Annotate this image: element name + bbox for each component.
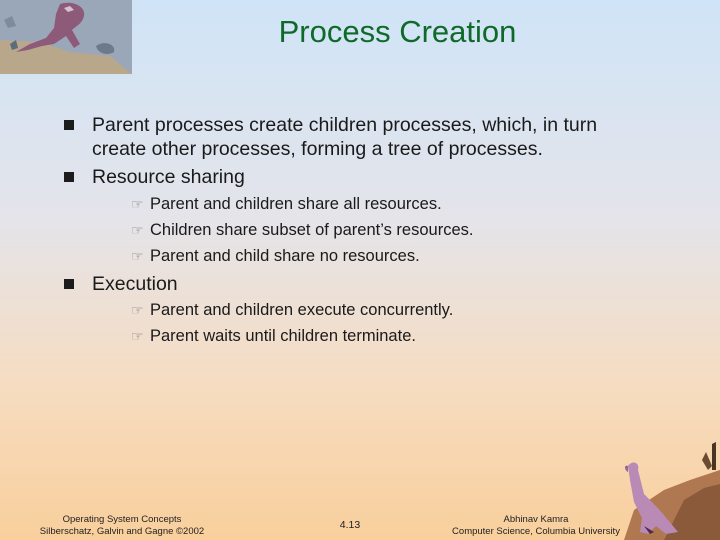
sub-bullet-item (131, 326, 416, 346)
pointing-hand-icon: ☞ (131, 248, 144, 264)
bullet-text: Execution (92, 273, 178, 295)
square-bullet-icon (64, 120, 74, 130)
sub-bullet-text: Parent and child share no resources. (150, 247, 420, 265)
page-number: 4.13 (339, 519, 361, 531)
pointing-hand-icon: ☞ (131, 328, 144, 344)
sub-bullet-item (131, 246, 420, 266)
footer-left (30, 514, 214, 538)
sub-bullet-item (131, 300, 453, 320)
footer-book-title: Operating System Concepts (62, 514, 182, 525)
sub-bullet-text: Parent and children share all resources. (150, 195, 442, 213)
bullet-item (92, 113, 652, 161)
sub-bullet-text: Parent waits until children terminate. (150, 327, 416, 345)
dinosaur-clipart-bottom-right (594, 440, 720, 540)
pointing-hand-icon: ☞ (131, 222, 144, 238)
bullet-text: Parent processes create children processes, which, in turn create other processes, forming a tree of processes. (92, 114, 598, 160)
square-bullet-icon (64, 279, 74, 289)
sub-bullet-item (131, 220, 473, 240)
sub-bullet-text: Parent and children execute concurrently. (150, 301, 454, 319)
footer-authors: Silberschatz, Galvin and Gagne ©2002 (39, 526, 205, 537)
footer-affiliation: Computer Science, Columbia University (452, 526, 620, 537)
bullet-text: Resource sharing (92, 166, 245, 188)
footer-presenter: Abhinav Kamra (503, 514, 569, 525)
pointing-hand-icon: ☞ (131, 196, 144, 212)
square-bullet-icon (64, 172, 74, 182)
sub-bullet-item (131, 194, 442, 214)
sub-bullet-text: Children share subset of parent’s resources. (150, 221, 474, 239)
slide-title: Process Creation (278, 14, 517, 49)
pointing-hand-icon: ☞ (131, 302, 144, 318)
bullet-item (92, 272, 652, 296)
bullet-item (92, 165, 652, 189)
